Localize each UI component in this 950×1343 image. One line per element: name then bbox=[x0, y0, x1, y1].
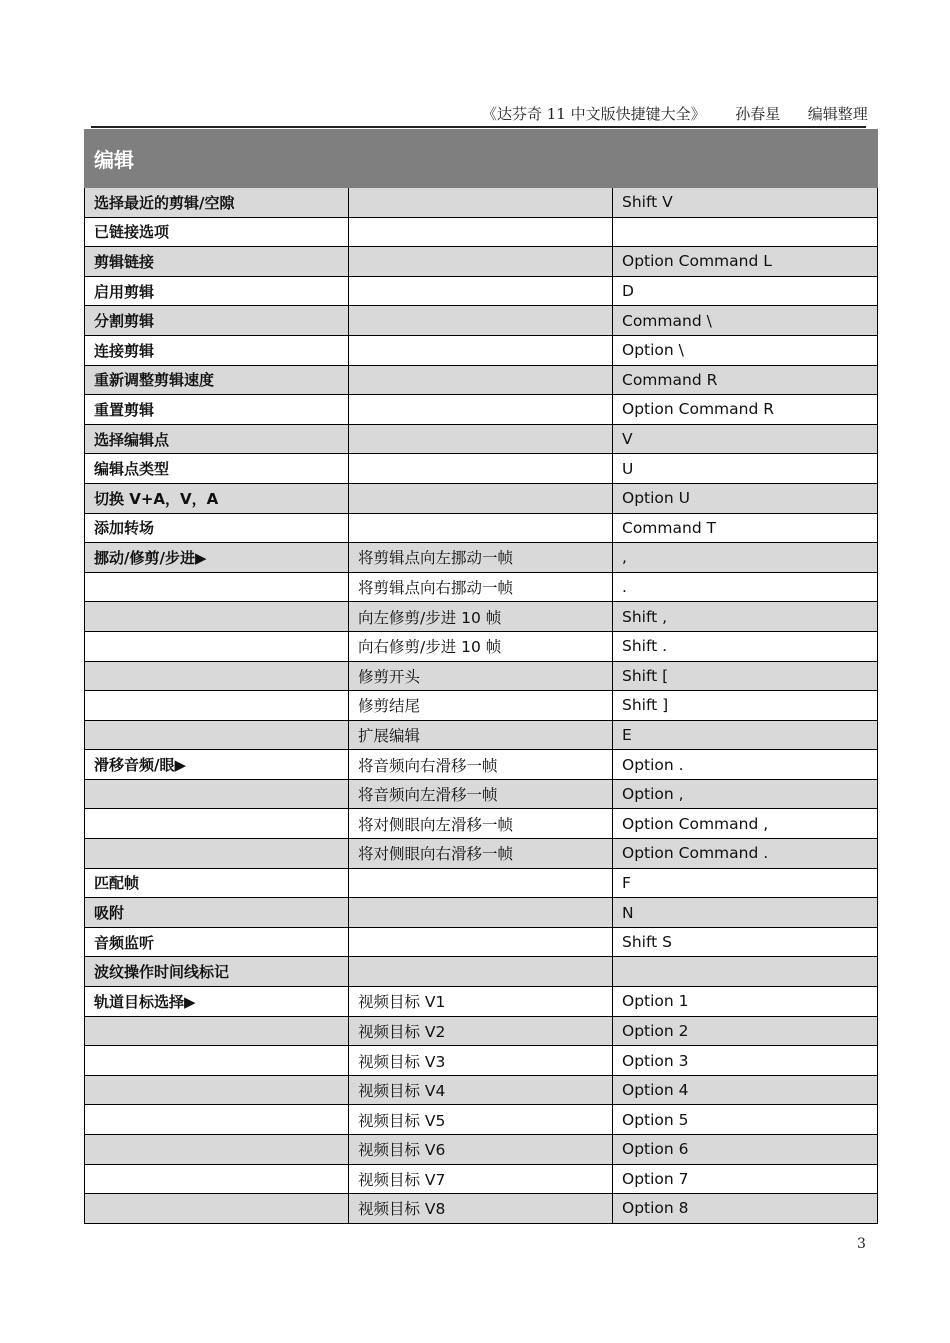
function-name-cell: 吸附 bbox=[85, 898, 349, 928]
shortcut-key-cell: Shift ] bbox=[613, 691, 878, 721]
sub-function-cell bbox=[349, 188, 613, 218]
shortcut-key-cell bbox=[613, 217, 878, 247]
page-header bbox=[482, 103, 868, 124]
function-name-cell: 编辑点类型 bbox=[85, 454, 349, 484]
table-row bbox=[85, 1016, 878, 1046]
shortcut-key-cell: Option 6 bbox=[613, 1135, 878, 1165]
table-row bbox=[85, 1194, 878, 1224]
table-row bbox=[85, 957, 878, 987]
sub-function-cell bbox=[349, 424, 613, 454]
shortcut-key-cell: Option 1 bbox=[613, 987, 878, 1017]
shortcut-key-cell: N bbox=[613, 898, 878, 928]
sub-function-cell: 视频目标 V2 bbox=[349, 1016, 613, 1046]
sub-function-cell bbox=[349, 276, 613, 306]
section-title: 编辑 bbox=[85, 130, 878, 188]
table-row bbox=[85, 1075, 878, 1105]
sub-function-cell: 将对侧眼向左滑移一帧 bbox=[349, 809, 613, 839]
function-name-cell bbox=[85, 661, 349, 691]
table-row bbox=[85, 750, 878, 780]
sub-function-cell: 扩展编辑 bbox=[349, 720, 613, 750]
shortcut-key-cell: Option U bbox=[613, 483, 878, 513]
sub-function-cell: 向右修剪/步进 10 帧 bbox=[349, 631, 613, 661]
function-name-cell: 连接剪辑 bbox=[85, 335, 349, 365]
shortcut-key-cell: Option 3 bbox=[613, 1046, 878, 1076]
table-row bbox=[85, 483, 878, 513]
sub-function-cell: 将剪辑点向右挪动一帧 bbox=[349, 572, 613, 602]
function-name-cell bbox=[85, 1135, 349, 1165]
shortcut-key-cell: Command T bbox=[613, 513, 878, 543]
function-name-cell bbox=[85, 1016, 349, 1046]
table-row bbox=[85, 720, 878, 750]
function-name-cell: 波纹操作时间线标记 bbox=[85, 957, 349, 987]
function-name-cell bbox=[85, 1194, 349, 1224]
shortcut-key-cell: Shift . bbox=[613, 631, 878, 661]
table-row bbox=[85, 691, 878, 721]
table-row bbox=[85, 779, 878, 809]
shortcut-key-cell bbox=[613, 957, 878, 987]
shortcut-key-cell: Shift V bbox=[613, 188, 878, 218]
function-name-cell: 匹配帧 bbox=[85, 868, 349, 898]
table-row bbox=[85, 1164, 878, 1194]
function-name-cell: 音频监听 bbox=[85, 927, 349, 957]
function-name-cell bbox=[85, 1046, 349, 1076]
function-name-cell bbox=[85, 720, 349, 750]
function-name-cell: 轨道目标选择▶ bbox=[85, 987, 349, 1017]
shortcut-key-cell: Shift [ bbox=[613, 661, 878, 691]
shortcut-key-cell: Option 4 bbox=[613, 1075, 878, 1105]
table-row bbox=[85, 661, 878, 691]
sub-function-cell bbox=[349, 454, 613, 484]
shortcut-key-cell: E bbox=[613, 720, 878, 750]
table-row bbox=[85, 395, 878, 425]
function-name-cell: 剪辑链接 bbox=[85, 247, 349, 277]
sub-function-cell: 将音频向右滑移一帧 bbox=[349, 750, 613, 780]
sub-function-cell: 视频目标 V1 bbox=[349, 987, 613, 1017]
sub-function-cell: 修剪开头 bbox=[349, 661, 613, 691]
function-name-cell bbox=[85, 839, 349, 869]
table-row bbox=[85, 809, 878, 839]
sub-function-cell bbox=[349, 306, 613, 336]
sub-function-cell: 将剪辑点向左挪动一帧 bbox=[349, 543, 613, 573]
table-row bbox=[85, 217, 878, 247]
shortcut-key-cell: Option . bbox=[613, 750, 878, 780]
shortcut-key-cell: Shift , bbox=[613, 602, 878, 632]
shortcut-table bbox=[84, 129, 878, 1224]
function-name-cell: 选择编辑点 bbox=[85, 424, 349, 454]
table-row bbox=[85, 927, 878, 957]
table-row bbox=[85, 454, 878, 484]
function-name-cell: 选择最近的剪辑/空隙 bbox=[85, 188, 349, 218]
shortcut-key-cell: Option , bbox=[613, 779, 878, 809]
function-name-cell bbox=[85, 1075, 349, 1105]
table-row bbox=[85, 987, 878, 1017]
table-row bbox=[85, 602, 878, 632]
table-row bbox=[85, 276, 878, 306]
function-name-cell bbox=[85, 779, 349, 809]
function-name-cell: 分割剪辑 bbox=[85, 306, 349, 336]
author-name: 孙春星 bbox=[735, 105, 781, 123]
sub-function-cell bbox=[349, 395, 613, 425]
sub-function-cell: 将音频向左滑移一帧 bbox=[349, 779, 613, 809]
shortcut-key-cell: . bbox=[613, 572, 878, 602]
sub-function-cell bbox=[349, 217, 613, 247]
function-name-cell: 挪动/修剪/步进▶ bbox=[85, 543, 349, 573]
shortcut-key-cell: Command R bbox=[613, 365, 878, 395]
shortcut-key-cell: D bbox=[613, 276, 878, 306]
table-row bbox=[85, 1135, 878, 1165]
table-row bbox=[85, 1046, 878, 1076]
shortcut-key-cell: , bbox=[613, 543, 878, 573]
sub-function-cell bbox=[349, 335, 613, 365]
function-name-cell bbox=[85, 691, 349, 721]
table-row bbox=[85, 631, 878, 661]
shortcut-key-cell: Option Command R bbox=[613, 395, 878, 425]
table-row bbox=[85, 572, 878, 602]
sub-function-cell bbox=[349, 957, 613, 987]
function-name-cell bbox=[85, 809, 349, 839]
table-row bbox=[85, 513, 878, 543]
sub-function-cell: 向左修剪/步进 10 帧 bbox=[349, 602, 613, 632]
shortcut-key-cell: Option 7 bbox=[613, 1164, 878, 1194]
shortcut-key-cell: Option 8 bbox=[613, 1194, 878, 1224]
function-name-cell bbox=[85, 631, 349, 661]
sub-function-cell bbox=[349, 927, 613, 957]
function-name-cell bbox=[85, 1105, 349, 1135]
table-row bbox=[85, 306, 878, 336]
sub-function-cell: 视频目标 V8 bbox=[349, 1194, 613, 1224]
function-name-cell: 已链接选项 bbox=[85, 217, 349, 247]
shortcut-key-cell: Command \ bbox=[613, 306, 878, 336]
table-row bbox=[85, 868, 878, 898]
shortcut-key-cell: Shift S bbox=[613, 927, 878, 957]
sub-function-cell: 视频目标 V4 bbox=[349, 1075, 613, 1105]
shortcut-key-cell: V bbox=[613, 424, 878, 454]
document-title: 《达芬奇 11 中文版快捷键大全》 bbox=[482, 105, 706, 123]
shortcut-key-cell: U bbox=[613, 454, 878, 484]
function-name-cell: 切换 V+A，V，A bbox=[85, 483, 349, 513]
sub-function-cell: 视频目标 V7 bbox=[349, 1164, 613, 1194]
table-row bbox=[85, 188, 878, 218]
function-name-cell: 启用剪辑 bbox=[85, 276, 349, 306]
shortcut-key-cell: F bbox=[613, 868, 878, 898]
function-name-cell: 添加转场 bbox=[85, 513, 349, 543]
table-row bbox=[85, 424, 878, 454]
page-number: 3 bbox=[857, 1236, 866, 1252]
shortcut-key-cell: Option \ bbox=[613, 335, 878, 365]
shortcut-key-cell: Option 5 bbox=[613, 1105, 878, 1135]
shortcut-key-cell: Option 2 bbox=[613, 1016, 878, 1046]
function-name-cell bbox=[85, 602, 349, 632]
author-role: 编辑整理 bbox=[807, 105, 868, 123]
table-row bbox=[85, 839, 878, 869]
function-name-cell bbox=[85, 1164, 349, 1194]
shortcut-key-cell: Option Command L bbox=[613, 247, 878, 277]
sub-function-cell: 视频目标 V5 bbox=[349, 1105, 613, 1135]
sub-function-cell bbox=[349, 513, 613, 543]
sub-function-cell: 视频目标 V6 bbox=[349, 1135, 613, 1165]
shortcut-key-cell: Option Command , bbox=[613, 809, 878, 839]
sub-function-cell: 修剪结尾 bbox=[349, 691, 613, 721]
function-name-cell: 重新调整剪辑速度 bbox=[85, 365, 349, 395]
sub-function-cell bbox=[349, 483, 613, 513]
sub-function-cell bbox=[349, 898, 613, 928]
table-row bbox=[85, 1105, 878, 1135]
shortcut-key-cell: Option Command . bbox=[613, 839, 878, 869]
function-name-cell bbox=[85, 572, 349, 602]
table-row bbox=[85, 543, 878, 573]
sub-function-cell bbox=[349, 868, 613, 898]
sub-function-cell bbox=[349, 365, 613, 395]
sub-function-cell: 将对侧眼向右滑移一帧 bbox=[349, 839, 613, 869]
sub-function-cell bbox=[349, 247, 613, 277]
header-rule bbox=[91, 126, 866, 128]
function-name-cell: 重置剪辑 bbox=[85, 395, 349, 425]
function-name-cell: 滑移音频/眼▶ bbox=[85, 750, 349, 780]
section-header-row bbox=[85, 130, 878, 188]
table-row bbox=[85, 335, 878, 365]
table-row bbox=[85, 898, 878, 928]
table-row bbox=[85, 365, 878, 395]
table-row bbox=[85, 247, 878, 277]
sub-function-cell: 视频目标 V3 bbox=[349, 1046, 613, 1076]
